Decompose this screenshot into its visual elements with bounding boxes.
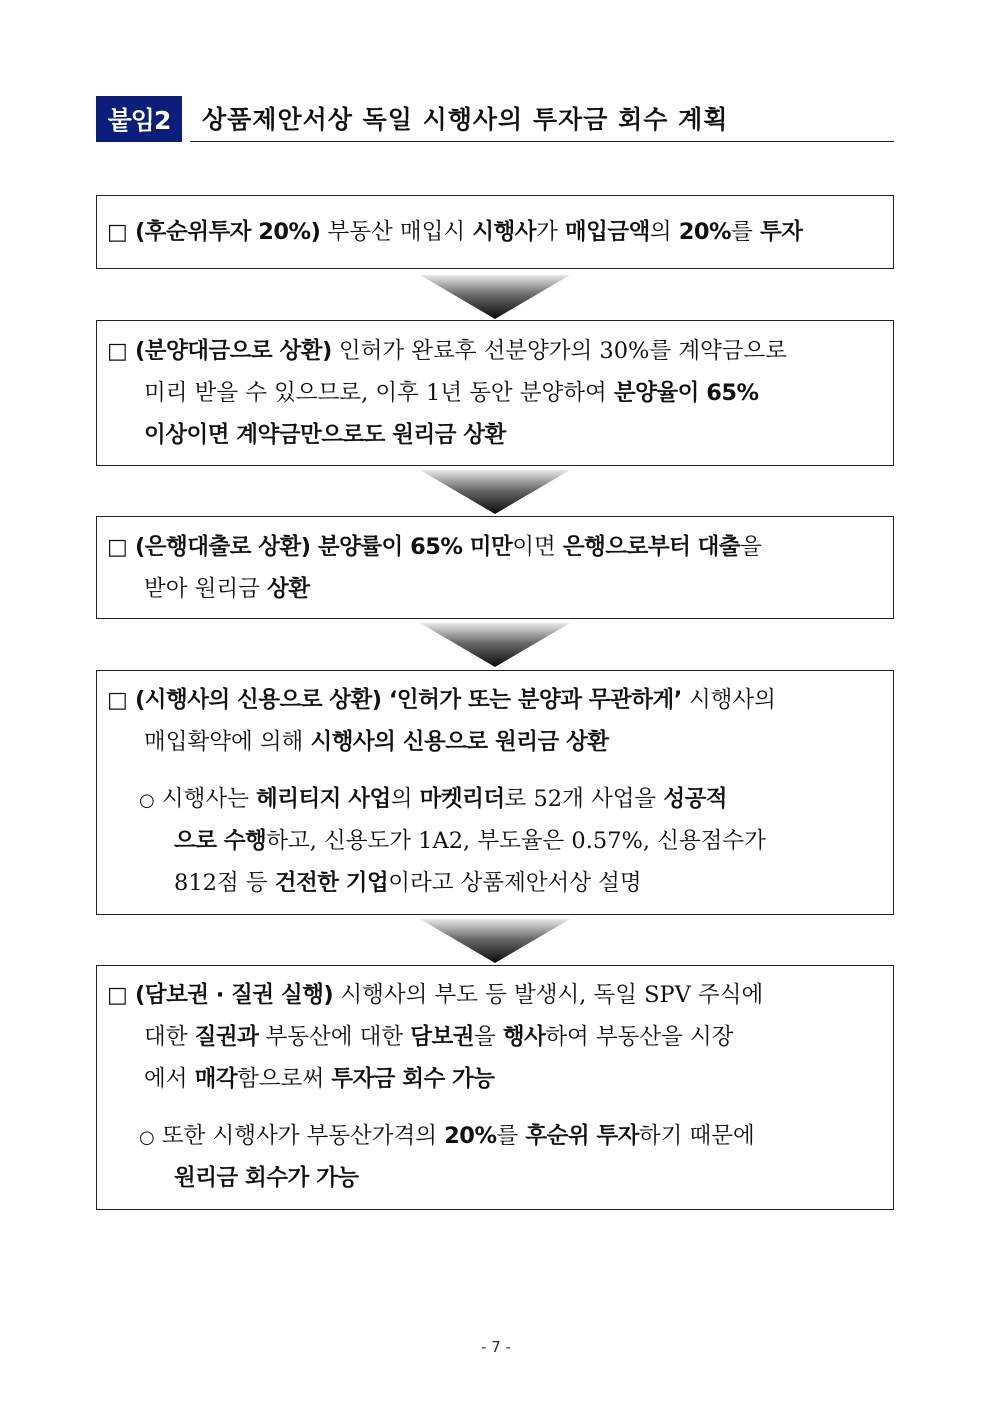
text: 812점 등 — [174, 870, 275, 896]
text: 20% — [678, 219, 732, 245]
text: 투자 — [759, 219, 803, 245]
bullet-icon: ○ — [139, 790, 155, 811]
page-title: 상품제안서상 독일 시행사의 투자금 회수 계획 — [202, 105, 729, 134]
box4-sub2 — [174, 830, 766, 853]
text: 하고, 신용도가 1A2, 부도율은 0.57%, 신용점수가 — [266, 828, 766, 854]
box4-sub1 — [139, 788, 727, 811]
box2-heading: (분양대금으로 상환) — [134, 338, 332, 364]
text: 은행으로부터 대출 — [562, 534, 741, 560]
text: 를 — [731, 219, 760, 245]
text: 분양율이 65% — [613, 380, 759, 406]
checkbox-icon: □ — [107, 220, 128, 245]
box2-line1 — [107, 340, 787, 363]
checkbox-icon: □ — [107, 688, 128, 713]
text: 후순위 투자 — [525, 1123, 639, 1149]
text: 함으로써 — [237, 1066, 332, 1092]
text: 시행사의 — [681, 687, 776, 713]
text: 담보권 — [410, 1024, 474, 1050]
down-arrow-icon — [420, 623, 570, 667]
text: 헤리티지 사업 — [255, 786, 391, 812]
box3-line1 — [107, 536, 762, 559]
text: 매입금액 — [564, 219, 650, 245]
bullet-icon: ○ — [139, 1127, 155, 1148]
box5-sub2: 원리금 회수가 가능 — [174, 1165, 359, 1191]
plan-box-bank-loan-repayment — [96, 516, 894, 619]
text: 로 52개 사업을 — [504, 786, 664, 812]
text: 미리 받을 수 있으므로, 이후 1년 동안 분양하여 — [144, 380, 614, 406]
text: 시행사의 부도 등 발생시, 독일 SPV 주식에 — [333, 982, 764, 1008]
text: 시행사는 — [161, 786, 256, 812]
down-arrow-icon — [420, 470, 570, 514]
section-header — [96, 96, 894, 142]
text: 이면 — [512, 534, 563, 560]
page-number: - 7 - — [481, 1338, 511, 1356]
box4-heading: (시행사의 신용으로 상환) — [134, 687, 382, 713]
box4-line1 — [107, 689, 776, 712]
text: 매입확약에 의해 — [144, 729, 311, 755]
box5-line2 — [144, 1026, 734, 1049]
box1-line1 — [107, 221, 802, 244]
text: 투자금 회수 가능 — [331, 1066, 495, 1092]
text: 인허가 완료후 선분양가의 30%를 계약금으로 — [331, 338, 788, 364]
text: 를 — [496, 1123, 526, 1149]
text: 마켓리더 — [419, 786, 505, 812]
text: 또한 시행사가 부동산가격의 — [161, 1123, 445, 1149]
down-arrow-icon — [420, 919, 570, 963]
box2-line3: 이상이면 계약금만으로도 원리금 상환 — [144, 422, 506, 448]
checkbox-icon: □ — [107, 535, 128, 560]
box4-line2 — [144, 731, 609, 754]
attachment-tag: 붙임2 — [96, 96, 182, 142]
text: 부동산 매입시 — [320, 219, 473, 245]
plan-box-subordinated-investment — [96, 195, 894, 269]
text: 하기 때문에 — [638, 1123, 755, 1149]
plan-box-presale-repayment — [96, 320, 894, 466]
text: 건전한 기업 — [274, 870, 389, 896]
text: 에서 — [144, 1066, 195, 1092]
text: 상환 — [266, 576, 310, 602]
box4-sub3 — [174, 872, 642, 895]
text: 이라고 상품제안서상 설명 — [388, 870, 642, 896]
title-underline — [190, 141, 894, 142]
text: 시행사 — [472, 219, 536, 245]
down-arrow-icon — [420, 275, 570, 319]
box5-line1 — [107, 984, 763, 1007]
text: 행사 — [502, 1024, 546, 1050]
text: 하여 부동산을 시장 — [545, 1024, 734, 1050]
box5-line3 — [144, 1068, 495, 1091]
box1-heading: (후순위투자 20%) — [134, 219, 321, 245]
text: 가 — [535, 219, 565, 245]
text: ‘인허가 또는 분양과 무관하게’ — [381, 687, 682, 713]
text: 의 — [649, 219, 679, 245]
box3-line2 — [144, 578, 309, 601]
text: 질권과 — [194, 1024, 259, 1050]
plan-box-developer-credit-repayment — [96, 670, 894, 915]
plan-box-collateral-enforcement — [96, 965, 894, 1210]
text: 시행사의 신용으로 원리금 상환 — [310, 729, 609, 755]
text: 을 — [740, 534, 762, 560]
checkbox-icon: □ — [107, 339, 128, 364]
text: 의 — [390, 786, 420, 812]
box5-sub1 — [139, 1125, 755, 1148]
box2-line2 — [144, 382, 759, 405]
checkbox-icon: □ — [107, 983, 128, 1008]
box5-heading: (담보권 · 질권 실행) — [134, 982, 334, 1008]
text: 성공적 — [663, 786, 728, 812]
text: 을 — [473, 1024, 503, 1050]
text: 매각 — [194, 1066, 238, 1092]
text: 부동산에 대한 — [258, 1024, 411, 1050]
box3-heading: (은행대출로 상환) — [134, 534, 311, 560]
text: 20% — [444, 1123, 497, 1149]
text: 받아 원리금 — [144, 576, 267, 602]
text: 대한 — [144, 1024, 195, 1050]
text: 으로 수행 — [174, 828, 267, 854]
text: 분양률이 65% 미만 — [310, 534, 513, 560]
